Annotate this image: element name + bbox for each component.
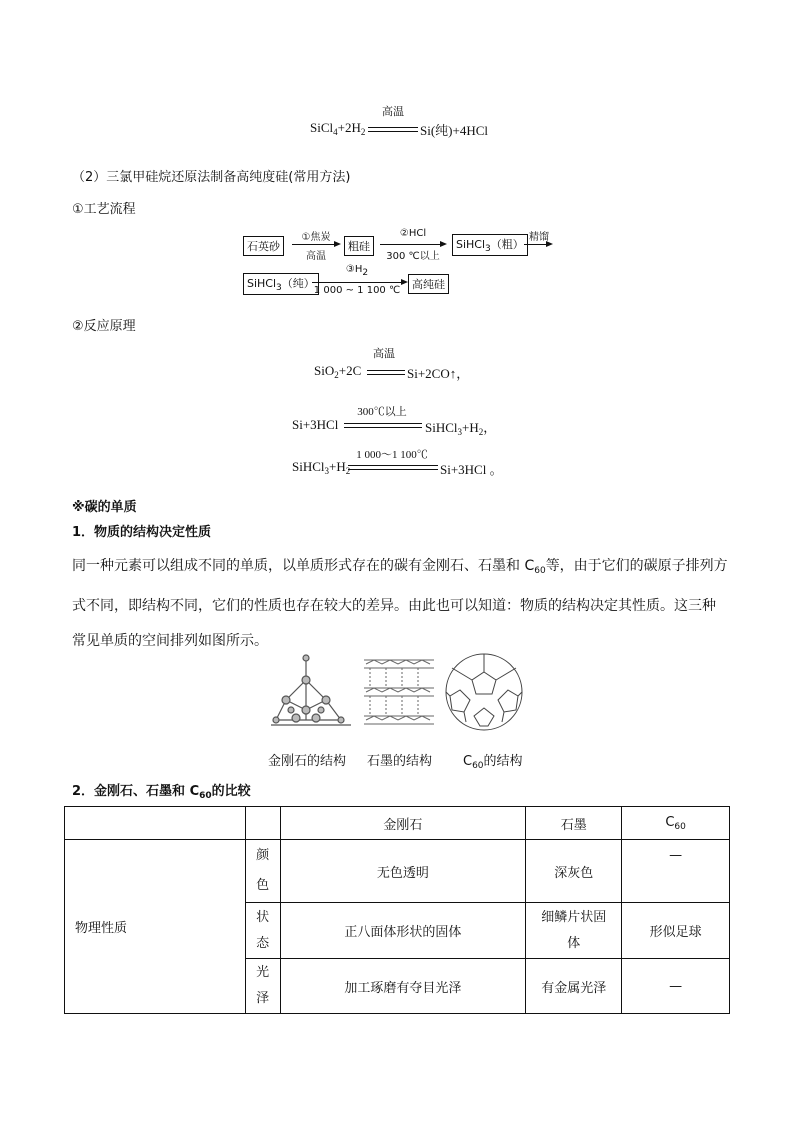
cell-c60: — [622, 840, 730, 903]
eq-rhs: Si+2CO↑， [407, 366, 470, 381]
principle-title: ②反应原理 [72, 319, 136, 334]
flow-label: 300 ℃以上 [386, 251, 440, 262]
condition-label: 高温 [373, 348, 395, 360]
eq-rhs: Si+3HCl 。 [440, 462, 503, 477]
caption-graphite: 石墨的结构 [367, 754, 433, 769]
header-empty [65, 807, 246, 840]
eq-lhs-mid: +2H [337, 120, 361, 135]
property-name: 颜 色 [245, 840, 280, 903]
equation-sicl4-h2 [310, 103, 510, 139]
flow-label: 精馏 [529, 232, 549, 243]
flow-box-quartz-sand: 石英砂 [243, 236, 284, 256]
equals-bar [367, 370, 405, 375]
eq-rhs: Si(纯)+4HCl [420, 123, 489, 138]
diamond-structure-image [271, 655, 351, 725]
flow-box-sihcl3-pure: SiHCl$_3$（纯） [243, 273, 319, 295]
equals-bar [368, 127, 418, 132]
condition-label: 1 000～1 100℃ [356, 449, 428, 461]
flow-title: ①工艺流程 [72, 202, 136, 217]
cell-c60: — [622, 959, 730, 1014]
graphite-structure-image [364, 660, 434, 724]
equation-sio2-c: 高温 SiO$_2$+2C Si+2CO↑， [314, 345, 514, 381]
condition-label: 高温 [382, 106, 404, 118]
caption-c60: $C_{60}$的结构 [463, 754, 523, 771]
arrow-head-icon [401, 279, 408, 285]
eq-sub: 4 [333, 127, 338, 137]
table-row [65, 840, 730, 903]
heading-comparison: 2．金刚石、石墨和 $C_{60}$的比较 [72, 784, 251, 801]
group-label: 物理性质 [65, 840, 246, 1014]
cell-graphite: 深灰色 [526, 840, 622, 903]
cell-c60: 形似足球 [622, 903, 730, 959]
carbon-section-title: ※碳的单质 [72, 500, 137, 515]
section-2-title: （2）三氯甲硅烷还原法制备高纯度硅(常用方法) [72, 170, 351, 185]
equation-sihcl3-h2: 1 000～1 100℃ $SiHCl_3+H_2$ Si+3HCl 。 [292, 446, 512, 482]
flow-arrow [524, 244, 546, 245]
arrow-head-icon [546, 241, 553, 247]
eq-sub: 2 [360, 127, 366, 137]
flow-box-sihcl3-crude: SiHCl$_3$（粗） [452, 234, 528, 256]
header-c60: $C_{60}$ [622, 807, 730, 840]
cell-graphite: 有金属光泽 [526, 959, 622, 1014]
eq-lhs: SiCl [310, 120, 334, 135]
intro-paragraph: 同一种元素可以组成不同的单质，以单质形式存在的碳有金刚石、石墨和 $C_{60}$等，由于它们的碳原子排列方 式不同，即结构不同，它们的性质也存在较大的差异。由此也可以知道：物质的结构决定其性质。这三种 常见单质的空间排列如图所示。 [72, 558, 728, 649]
flow-label: 高温 [306, 251, 326, 262]
property-name: 状 态 [245, 903, 280, 959]
flow-arrow [292, 244, 334, 245]
equals-bar [348, 465, 438, 470]
cell-diamond: 加工琢磨有夺目光泽 [280, 959, 526, 1014]
flow-label: ②HCl [399, 228, 427, 239]
flow-label: ③H2 [345, 264, 369, 278]
cell-diamond: 正八面体形状的固体 [280, 903, 526, 959]
caption-diamond: 金刚石的结构 [268, 754, 347, 769]
cell-diamond: 无色透明 [280, 840, 526, 903]
cell-graphite: 细鳞片状固 体 [526, 903, 622, 959]
header-diamond: 金刚石 [280, 807, 526, 840]
flow-arrow [312, 282, 402, 283]
heading-structure-property: 1．物质的结构决定性质 [72, 525, 212, 540]
header-empty [245, 807, 280, 840]
header-graphite: 石墨 [526, 807, 622, 840]
equation-si-hcl: 300℃以上 Si+3HCl $SiHCl_3+H_2$， [292, 403, 512, 439]
carbon-structures-figure [266, 650, 536, 740]
process-flow-diagram [240, 226, 560, 296]
condition-label: 300℃以上 [357, 406, 407, 418]
c60-structure-image [446, 654, 522, 730]
flow-box-crude-silicon: 粗硅 [344, 236, 374, 256]
comparison-table [64, 806, 730, 1014]
flow-label: 1 000 ~ 1 100 ℃ [313, 285, 401, 296]
eq-lhs: Si+3HCl [292, 417, 339, 432]
flow-arrow [380, 244, 440, 245]
flow-box-high-purity-silicon: 高纯硅 [408, 274, 449, 294]
table-header-row [65, 807, 730, 840]
equals-bar [344, 423, 422, 428]
property-name: 光 泽 [245, 959, 280, 1014]
flow-label: ①焦炭 [301, 232, 331, 243]
